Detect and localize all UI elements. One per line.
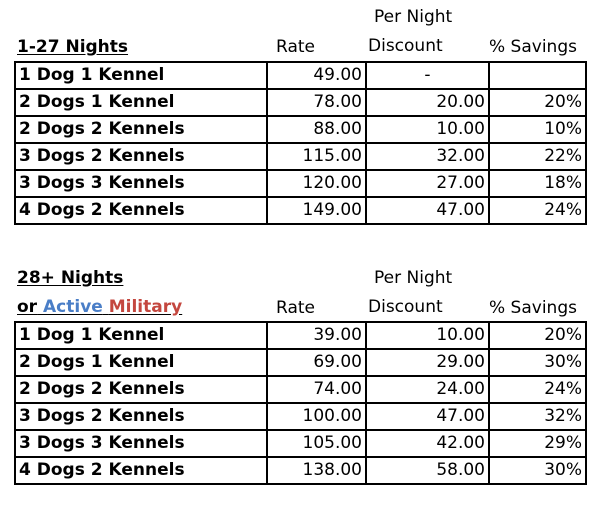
row-savings: 22% [489, 143, 586, 170]
section-title: 1-27 Nights [17, 37, 129, 57]
discount-header: Discount [368, 36, 443, 56]
row-discount: 29.00 [366, 349, 489, 376]
table-row [15, 376, 586, 403]
row-rate: 105.00 [267, 430, 366, 457]
rate-header: Rate [276, 37, 315, 57]
row-savings: 20% [489, 89, 586, 116]
per-night-header: Per Night [374, 268, 453, 288]
row-discount: - [366, 62, 489, 89]
row-savings: 29% [489, 430, 586, 457]
savings-header: % Savings [489, 37, 577, 57]
row-savings: 24% [489, 376, 586, 403]
table-row [15, 89, 586, 116]
row-savings: 30% [489, 349, 586, 376]
row-discount: 27.00 [366, 170, 489, 197]
row-rate: 120.00 [267, 170, 366, 197]
row-discount: 58.00 [366, 457, 489, 484]
per-night-header: Per Night [374, 7, 453, 27]
row-discount: 24.00 [366, 376, 489, 403]
row-rate: 115.00 [267, 143, 366, 170]
row-name: 1 Dog 1 Kennel [15, 62, 267, 89]
section-title: 28+ Nights [17, 268, 124, 288]
row-rate: 78.00 [267, 89, 366, 116]
table-row [15, 430, 586, 457]
row-savings: 30% [489, 457, 586, 484]
row-rate: 69.00 [267, 349, 366, 376]
rate-header: Rate [276, 298, 315, 318]
row-discount: 10.00 [366, 322, 489, 349]
row-name: 3 Dogs 3 Kennels [15, 170, 267, 197]
savings-header: % Savings [489, 298, 577, 318]
row-discount: 10.00 [366, 116, 489, 143]
rates-table [14, 61, 587, 225]
row-name: 2 Dogs 1 Kennel [15, 89, 267, 116]
section-subtitle [17, 296, 182, 318]
table-row [15, 457, 586, 484]
table-row [15, 322, 586, 349]
row-savings: 18% [489, 170, 586, 197]
row-discount: 47.00 [366, 197, 489, 224]
discount-header: Discount [368, 297, 443, 317]
table-row [15, 116, 586, 143]
row-savings: 24% [489, 197, 586, 224]
row-rate: 138.00 [267, 457, 366, 484]
row-name: 4 Dogs 2 Kennels [15, 197, 267, 224]
table-row [15, 403, 586, 430]
row-savings: 10% [489, 116, 586, 143]
row-savings [489, 62, 586, 89]
subtitle-prefix: or [17, 297, 38, 317]
row-name: 1 Dog 1 Kennel [15, 322, 267, 349]
row-name: 2 Dogs 2 Kennels [15, 376, 267, 403]
row-discount: 20.00 [366, 89, 489, 116]
table-row [15, 170, 586, 197]
rates-table [14, 321, 587, 485]
row-name: 3 Dogs 2 Kennels [15, 143, 267, 170]
active-label: Active [43, 297, 103, 317]
row-rate: 149.00 [267, 197, 366, 224]
row-name: 4 Dogs 2 Kennels [15, 457, 267, 484]
row-rate: 100.00 [267, 403, 366, 430]
table-row [15, 349, 586, 376]
row-discount: 42.00 [366, 430, 489, 457]
table-row [15, 62, 586, 89]
military-label: Military [108, 297, 183, 317]
row-rate: 74.00 [267, 376, 366, 403]
row-name: 2 Dogs 2 Kennels [15, 116, 267, 143]
row-name: 3 Dogs 3 Kennels [15, 430, 267, 457]
row-rate: 49.00 [267, 62, 366, 89]
row-savings: 20% [489, 322, 586, 349]
row-savings: 32% [489, 403, 586, 430]
table-row [15, 197, 586, 224]
row-rate: 39.00 [267, 322, 366, 349]
row-rate: 88.00 [267, 116, 366, 143]
row-name: 3 Dogs 2 Kennels [15, 403, 267, 430]
table-row [15, 143, 586, 170]
row-discount: 47.00 [366, 403, 489, 430]
row-discount: 32.00 [366, 143, 489, 170]
row-name: 2 Dogs 1 Kennel [15, 349, 267, 376]
